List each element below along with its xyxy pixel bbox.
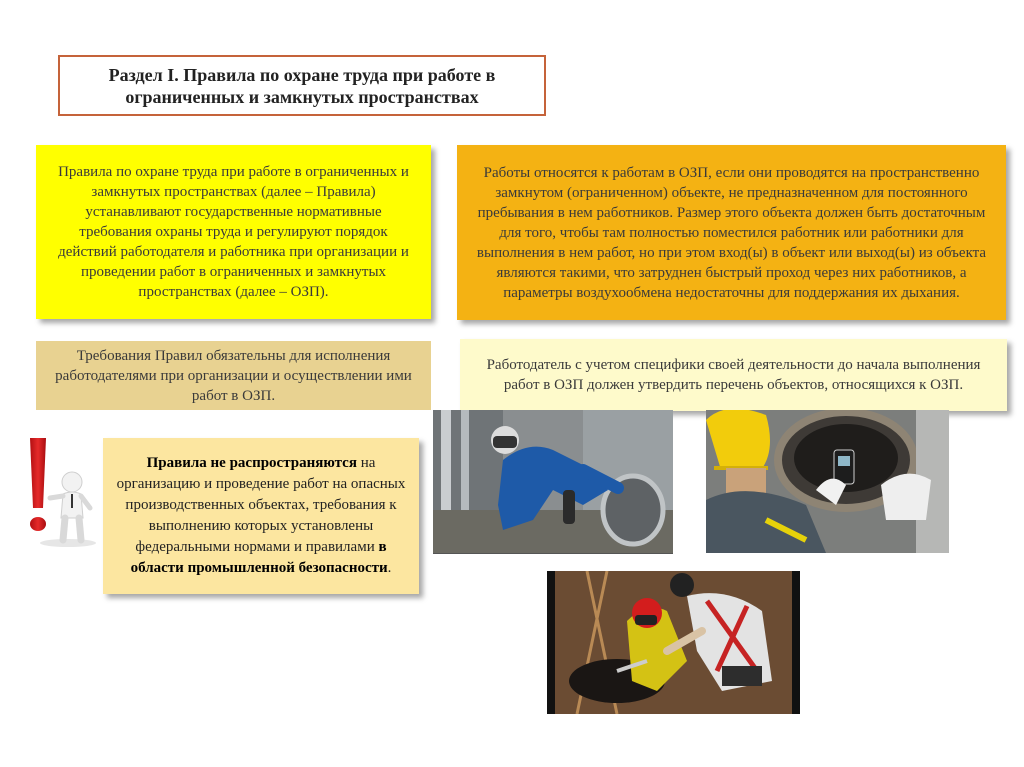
rules-scope-text: Правила по охране труда при работе в ограниченных и замкнутых пространствах (далее – Правила) устанавливают государственные нормативные требования охраны труда и регулируют порядок действий работодателя и работника при организации и проведении работ в ограниченных и замкнутых пространствах (далее – ОЗП). bbox=[58, 164, 409, 300]
exclamation-person-icon bbox=[10, 434, 102, 549]
gas-detector-photo bbox=[706, 410, 949, 553]
ozp-definition-box bbox=[457, 145, 1006, 320]
employer-duty-box bbox=[460, 339, 1007, 411]
employer-duty-text: Работодатель с учетом специфики своей деятельности до начала выполнения работ в ОЗП должен утвердить перечень объектов, относящихся к ОЗП. bbox=[486, 357, 981, 393]
requirements-box bbox=[36, 341, 431, 410]
requirements-text: Требования Правил обязательны для исполнения работодателями при организации и осуществлении ими работ в ОЗП. bbox=[55, 347, 412, 404]
rules-scope-box bbox=[36, 145, 431, 319]
exclusions-text: Правила не распространяются на организацию и проведение работ на опасных производственных объектах, требования к выполнению которых установлены федеральными нормами и правилами в области промышленной безопасности. bbox=[116, 455, 406, 576]
worker-pipe-photo bbox=[433, 410, 673, 554]
exclusions-box bbox=[103, 438, 419, 594]
manhole-rescue-photo bbox=[547, 571, 800, 714]
ozp-definition-text: Работы относятся к работам в ОЗП, если они проводятся на пространственно замкнутом (ограниченном) объекте, не предназначенном для постоянного пребывания в нем работников. Размер этого объекта должен быть достаточным для того, чтобы там полностью поместился работник или работники для выполнения в нем работ, но при этом вход(ы) в объект или выход(ы) из объекта являются такими, что затруднен быстрый проход через них работников, а параметры воздухообмена недостаточны для поддержания их дыхания. bbox=[476, 164, 987, 301]
section-title: Раздел I. Правила по охране труда при работе в ограниченных и замкнутых пространствах bbox=[58, 55, 546, 116]
